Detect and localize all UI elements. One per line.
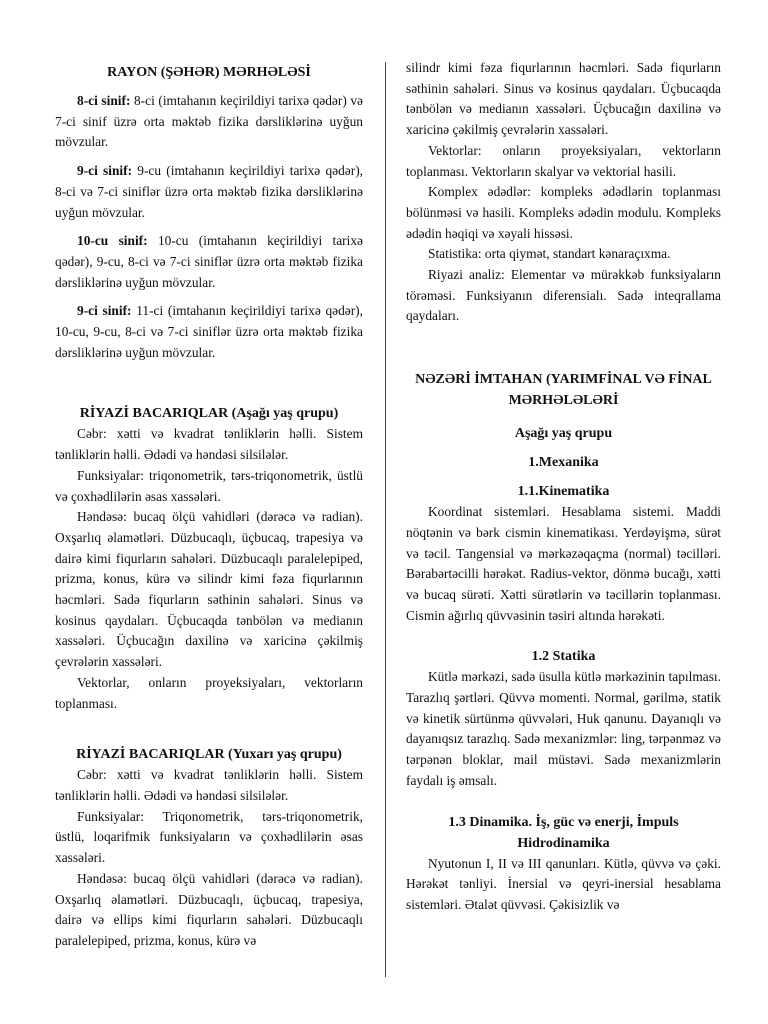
math-lower-paragraph: Funksiyalar: triqonometrik, tərs-triqonometrik, üstlü və çoxhədlilərin əsas xassələri. (55, 467, 363, 504)
right-paragraph: Riyazi analiz: Elementar və mürəkkəb funksiyaların törəməsi. Funksiyanın diferensialı. Sadə inteqrallama qaydaları. (406, 267, 721, 324)
column-divider (385, 62, 386, 977)
left-column (55, 58, 363, 952)
statics-heading: 1.2 Statika (531, 649, 596, 665)
continuation-paragraph: silindr kimi fəza fiqurlarının həcmləri. Sadə fiqurların səthinin sahələri. Sinus və kosinus qaydaları. Üçbucaqda tənbölən və medianın xassələri. Üçbucağın daxilinə və xaricinə çəkilmiş çevrələrin xassələri. (406, 60, 721, 138)
kinematics-paragraph: Koordinat sistemləri. Hesablama sistemi. Maddi nöqtənin və bərk cismin kinematikası. Yerdəyişmə, sürət və təcil. Tangensial və mərkəzəqaçma (normal) təcilləri. Bərabərtəcilli hərəkət. Radius-vektor, dönmə bucağı, xətti və bucaq sürəti. Xətti sürətlərin və təcillərin toplanması. Cismin ağırlıq qüvvəsinin təsiri altında hərəkəti. (406, 504, 721, 623)
right-paragraph: Vektorlar: onların proyeksiyaları, vektorların toplanması. Vektorların skalyar və vektorial hasili. (406, 142, 721, 179)
grade-label: 9-ci sinif: (77, 303, 132, 319)
right-column (406, 58, 721, 916)
grade-text: 8-ci (imtahanın keçirildiyi tarixə qədər) və 7-ci sinif üzrə orta məktəb fizika dərsliklərinə uyğun mövzular. (55, 93, 363, 150)
grade-label: 10-cu sinif: (77, 233, 148, 249)
grade-paragraph (55, 231, 363, 293)
math-lower-paragraph: Vektorlar, onların proyeksiyaları, vektorların toplanması. (55, 674, 363, 711)
math-skills-lower-heading: RİYAZİ BACARIQLAR (Aşağı yaş qrupu) (79, 406, 339, 422)
statics-paragraph: Kütlə mərkəzi, sadə üsulla kütlə mərkəzinin tapılması. Tarazlıq şərtləri. Qüvvə momenti. Normal, gərilmə, statik və kinetik sürtünmə qüvvələri, Huk qanunu. Dayanıqlı və dayanıqsız tarazlıq. Sadə mexanizmlər: ling, tərpənməz və tərpənən bloklar, mail müstəvi. Sadə mexanizmlərin faydalı iş əmsalı. (406, 669, 721, 788)
mechanics-heading: 1.Mexanika (528, 455, 599, 471)
dynamics-paragraph: Nyutonun I, II və III qanunları. Kütlə, qüvvə və çəki. Hərəkət tənliyi. İnersial və qeyri-inersial hesablama sistemləri. Ətalət qüvvəsi. Çəkisizlik və (406, 855, 721, 912)
grade-text: 10-cu (imtahanın keçirildiyi tarixə qədər), 9-cu, 8-ci və 7-ci siniflər üzrə orta məktəb fizika dərsliklərinə uyğun mövzular. (55, 233, 364, 290)
math-upper-paragraph: Funksiyalar: Triqonometrik, tərs-triqonometrik, üstlü, loqarifmik funksiyaların və çoxhədlilərin əsas xassələri. (55, 808, 363, 866)
grade-text: 11-ci (imtahanın keçirildiyi tarixə qədər), 10-cu, 9-cu, 8-ci və 7-ci siniflər üzrə orta məktəb fizika dərsliklərinə uyğun mövzular. (55, 303, 363, 360)
dynamics-heading: 1.3 Dinamika. İş, güc və enerji, İmpuls Hidrodinamika (448, 814, 679, 851)
right-paragraph: Statistika: orta qiymət, standart kənaraçıxma. (428, 246, 671, 262)
grade-paragraph (55, 301, 363, 363)
grade-paragraph (55, 161, 363, 223)
math-skills-upper-heading: RİYAZİ BACARIQLAR (Yuxarı yaş qrupu) (76, 747, 342, 763)
right-paragraph: Komplex ədədlər: kompleks ədədlərin toplanması bölünməsi və hasili. Kompleks ədədin modulu. Kompleks ədədin həqiqi və xəyali hissəsi. (406, 184, 721, 241)
grade-paragraph (55, 91, 363, 153)
math-upper-paragraph: Cəbr: xətti və kvadrat tənliklərin həlli. Sistem tənliklərin həlli. Ədədi və həndəsi silsilələr. (55, 767, 363, 803)
kinematics-heading: 1.1.Kinematika (517, 484, 610, 500)
grade-label: 9-ci sinif: (77, 163, 133, 179)
math-upper-paragraph: Həndəsə: bucaq ölçü vahidləri (dərəcə və radian). Oxşarlıq əlamətləri. Düzbucaqlı, üçbucaq, trapesiya, dairə və ellips kimi fiqurların sahələri. Düzbucaqlı paralelepiped, prizma, konus, kürə və (55, 870, 363, 948)
math-lower-paragraph: Cəbr: xətti və kvadrat tənliklərin həlli. Sistem tənliklərin həlli. Ədədi və həndəsi silsilələr. (55, 426, 363, 463)
theory-exam-heading: NƏZƏRİ İMTAHAN (YARIMFİNAL VƏ FİNAL MƏRHƏLƏLƏRİ (415, 372, 712, 409)
grade-text: 9-cu (imtahanın keçirildiyi tarixə qədər), 8-ci və 7-ci siniflər üzrə orta məktəb fizika dərsliklərinə uyğun mövzular. (55, 163, 363, 220)
grade-label: 8-ci sinif: (77, 93, 131, 108)
age-group-heading: Aşağı yaş qrupu (514, 426, 613, 442)
rayon-heading: RAYON (ŞƏHƏR) MƏRHƏLƏSİ (107, 65, 311, 80)
math-lower-paragraph: Həndəsə: bucaq ölçü vahidləri (dərəcə və radian). Oxşarlıq əlamətləri. Düzbucaqlı, üçbucaq, trapesiya və dairə kimi fiqurların sahələri. Düzbucaqlı paralelepiped, prizma, konus, kürə və silindr kimi fəza fiqurlarının həcmləri. Sadə fiqurların səthinin sahələri. Sinus və kosinus qaydaları. Üçbucaqda tənbölən və medianın xassələri. Üçbucağın daxilinə və xaricinə çəkilmiş çevrələrin xassələri. (55, 509, 363, 670)
